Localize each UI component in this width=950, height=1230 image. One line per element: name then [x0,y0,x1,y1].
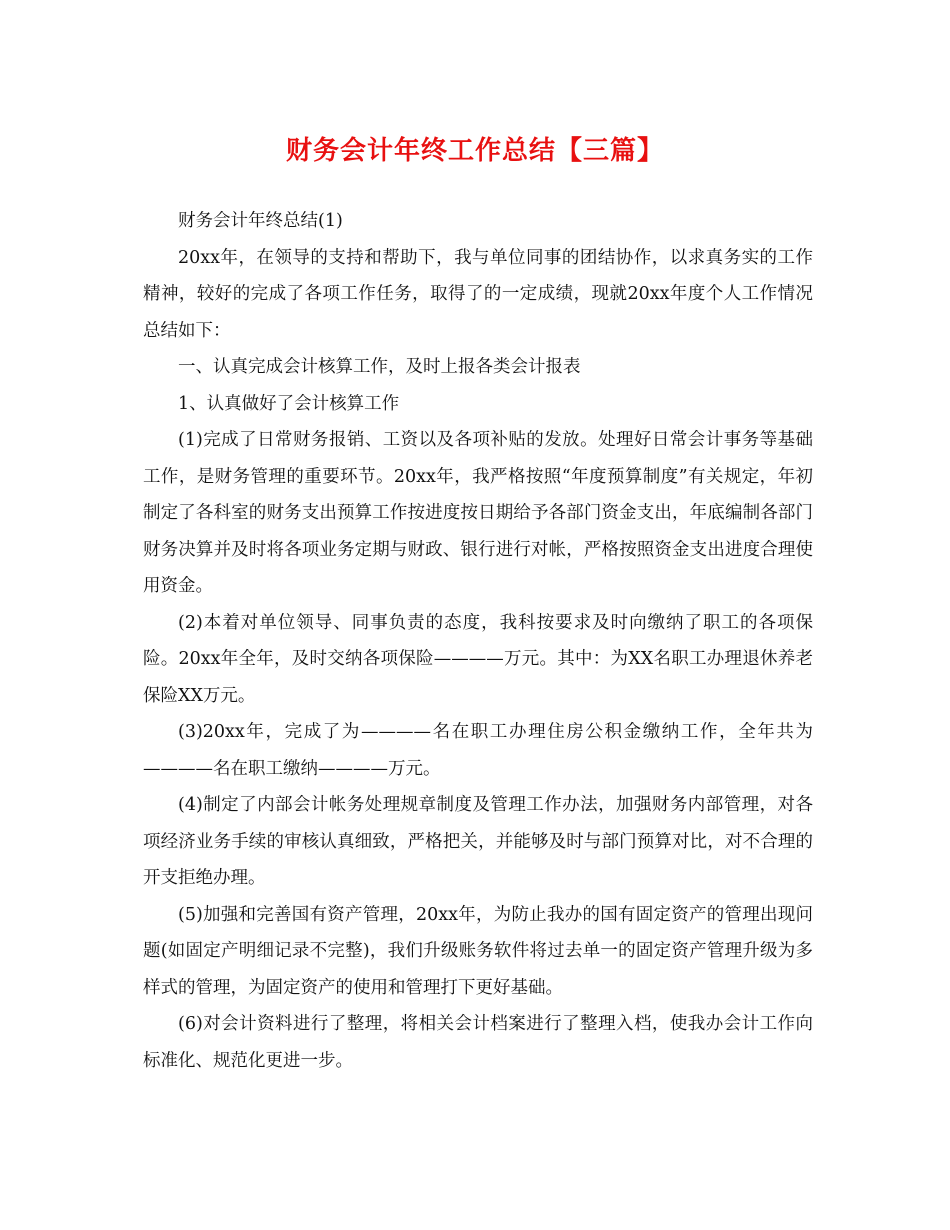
paragraph: (2)本着对单位领导、同事负责的态度，我科按要求及时向缴纳了职工的各项保险。20xx年全年，及时交纳各项保险————万元。其中：为XX名职工办理退休养老保险XX万元。 [143,612,813,706]
paragraph: (3)20xx年，完成了为————名在职工办理住房公积金缴纳工作，全年共为————名在职工缴纳————万元。 [143,722,813,779]
document-body [143,203,813,1079]
paragraph: 20xx年，在领导的支持和帮助下，我与单位同事的团结协作，以求真务实的工作精神，较好的完成了各项工作任务，取得了的一定成绩，现就20xx年度个人工作情况总结如下： [143,247,813,341]
paragraph: (4)制定了内部会计帐务处理规章制度及管理工作办法，加强财务内部管理，对各项经济业务手续的审核认真细致，严格把关，并能够及时与部门预算对比，对不合理的开支拒绝办理。 [143,795,813,888]
paragraph: (5)加强和完善国有资产管理，20xx年，为防止我办的国有固定资产的管理出现问题(如固定产明细记录不完整)，我们升级账务软件将过去单一的固定资产管理升级为多样式的管理，为固定资产的使用和管理打下更好基础。 [143,904,813,998]
paragraph: 一、认真完成会计核算工作，及时上报各类会计报表 [178,357,581,377]
paragraph: (1)完成了日常财务报销、工资以及各项补贴的发放。处理好日常会计事务等基础工作，是财务管理的重要环节。20xx年，我严格按照“年度预算制度”有关规定，年初制定了各科室的财务支出预算工作按进度按日期给予各部门资金支出，年底编制各部门财务决算并及时将各项业务定期与财政、银行进行对帐，严格按照资金支出进度合理使用资金。 [143,430,813,596]
paragraph: 财务会计年终总结(1) [178,211,343,231]
paragraph: (6)对会计资料进行了整理，将相关会计档案进行了整理入档，使我办会计工作向标准化、规范化更进一步。 [143,1014,813,1071]
document-title: 财务会计年终工作总结【三篇】 [285,136,664,166]
paragraph: 1、认真做好了会计核算工作 [178,393,400,414]
